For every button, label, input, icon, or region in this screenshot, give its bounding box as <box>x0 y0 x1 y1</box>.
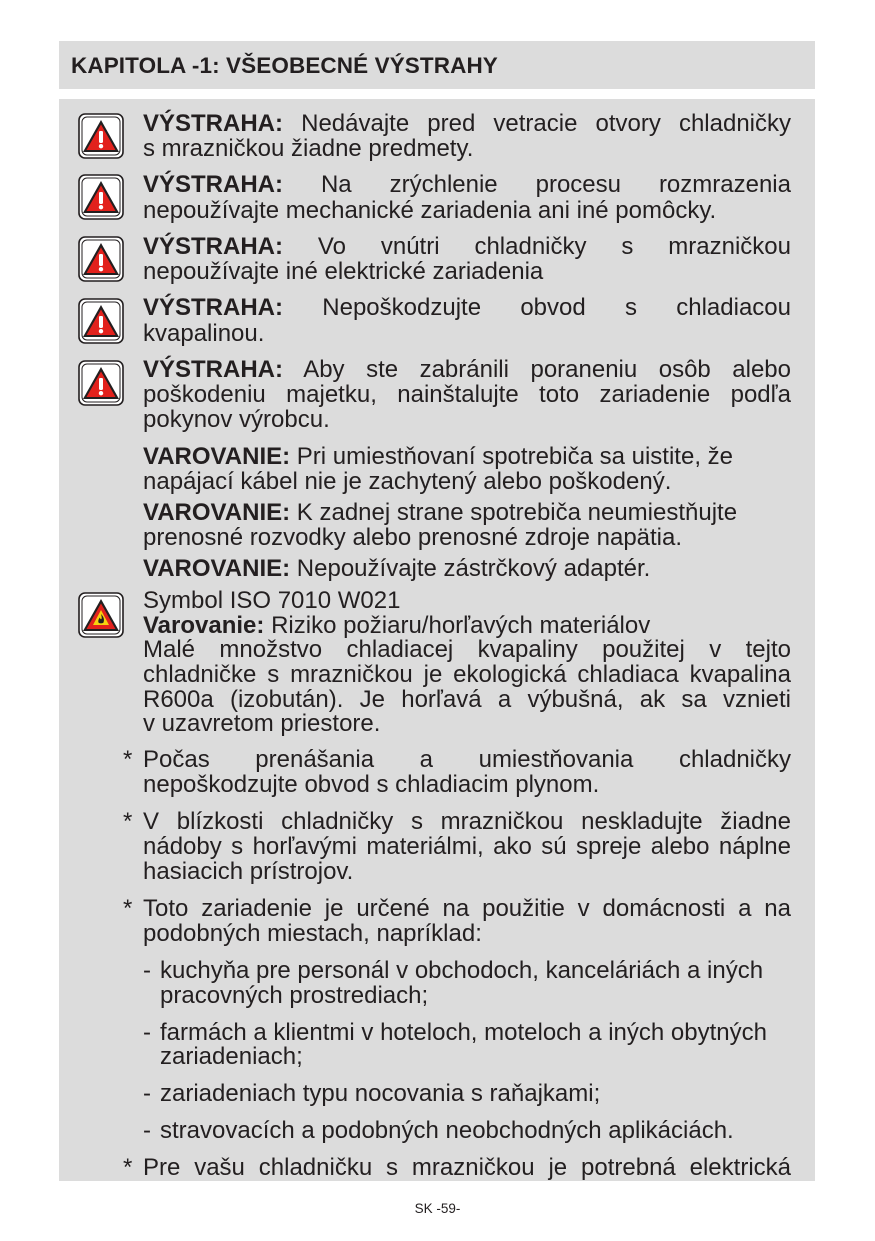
subitem-line: kuchyňa pre personál v obchodoch, kanceláriách a iných <box>160 957 764 984</box>
bullet-marker: * <box>123 1154 133 1181</box>
warning-line: s mrazničkou žiadne predmety. <box>143 135 474 162</box>
iso-text-line: chladničke s mrazničkou je ekologická chladiaca kvapalina <box>143 661 791 688</box>
warning-label: VÝSTRAHA: <box>143 356 284 383</box>
caution-line: prenosné rozvodky alebo prenosné zdroje napätia. <box>143 524 683 551</box>
warning-line: nepoužívajte iné elektrické zariadenia <box>143 258 544 285</box>
bullet-marker: * <box>123 895 133 922</box>
page-number: SK -59- <box>414 1201 461 1216</box>
iso-text-line: R600a (izobután). Je horľavá a výbušná, ak sa vznieti <box>143 686 791 713</box>
subitem-line: stravovacích a podobných neobchodných aplikáciách. <box>160 1117 734 1144</box>
warning-line: VÝSTRAHA: Nepoškodzujte obvod s chladiacou <box>143 294 791 321</box>
warning-label: VÝSTRAHA: <box>143 233 284 260</box>
caution-label: VAROVANIE: <box>143 555 291 582</box>
bullet-line: hasiacich prístrojov. <box>143 858 354 885</box>
warning-label: VÝSTRAHA: <box>143 171 284 198</box>
caution-line: VAROVANIE: Pri umiestňovaní spotrebiča sa uistite, že <box>143 443 734 470</box>
chapter-title: KAPITOLA -1: VŠEOBECNÉ VÝSTRAHY <box>71 53 498 78</box>
warning-line: kvapalinou. <box>143 320 265 347</box>
subitem-line: farmách a klientmi v hoteloch, moteloch a iných obytných <box>160 1019 767 1046</box>
bullet-line: Pre vašu chladničku s mrazničkou je potrebná elektrická <box>143 1154 791 1181</box>
bullet-line: podobných miestach, napríklad: <box>143 920 482 947</box>
general-warning-icon <box>78 113 124 159</box>
general-warning-icon <box>78 236 124 282</box>
flammable-warning-icon <box>78 592 124 638</box>
iso-text-line: Malé množstvo chladiacej kvapaliny použitej v tejto <box>143 636 791 663</box>
subitem-line: zariadeniach typu nocovania s raňajkami; <box>160 1080 601 1107</box>
general-warning-icon <box>78 174 124 220</box>
subitem-marker: - <box>143 1019 151 1046</box>
warning-line: VÝSTRAHA: Na zrýchlenie procesu rozmrazenia <box>143 171 791 198</box>
iso-label: Varovanie: <box>143 612 265 639</box>
subitem-marker: - <box>143 1080 151 1107</box>
caution-line: VAROVANIE: K zadnej strane spotrebiča neumiestňujte <box>143 499 738 526</box>
chapter-header <box>59 41 815 89</box>
caution-label: VAROVANIE: <box>143 499 291 526</box>
subitem-line: pracovných prostrediach; <box>160 982 429 1009</box>
iso-risk: Varovanie: Riziko požiaru/horľavých materiálov <box>143 612 651 639</box>
subitem-marker: - <box>143 1117 151 1144</box>
iso-text-line: v uzavretom priestore. <box>143 710 381 737</box>
warning-label: VÝSTRAHA: <box>143 294 284 321</box>
warning-line: VÝSTRAHA: Vo vnútri chladničky s mrazničkou <box>143 233 791 260</box>
warning-label: VÝSTRAHA: <box>143 110 284 137</box>
caution-label: VAROVANIE: <box>143 443 291 470</box>
caution-line: napájací kábel nie je zachytený alebo poškodený. <box>143 468 672 495</box>
warning-line: pokynov výrobcu. <box>143 406 330 433</box>
warning-line: VÝSTRAHA: Nedávajte pred vetracie otvory chladničky <box>143 110 791 137</box>
bullet-line: V blízkosti chladničky s mrazničkou neskladujte žiadne <box>143 808 791 835</box>
bullet-line: nepoškodzujte obvod s chladiacim plynom. <box>143 771 600 798</box>
caution-line: VAROVANIE: Nepoužívajte zástrčkový adaptér. <box>143 555 651 582</box>
bullet-line: Počas prenášania a umiestňovania chladničky <box>143 746 791 773</box>
iso-symbol: Symbol ISO 7010 W021 <box>143 587 401 614</box>
subitem-line: zariadeniach; <box>160 1043 303 1070</box>
bullet-line: nádoby s horľavými materiálmi, ako sú spreje alebo náplne <box>143 833 791 860</box>
general-warning-icon <box>78 298 124 344</box>
warning-line: nepoužívajte mechanické zariadenia ani iné pomôcky. <box>143 197 717 224</box>
bullet-marker: * <box>123 746 133 773</box>
bullet-marker: * <box>123 808 133 835</box>
subitem-marker: - <box>143 957 151 984</box>
warning-line: poškodeniu majetku, nainštalujte toto zariadenie podľa <box>143 381 791 408</box>
bullet-line: Toto zariadenie je určené na použitie v domácnosti a na <box>143 895 791 922</box>
warning-line: VÝSTRAHA: Aby ste zabránili poraneniu osôb alebo <box>143 356 791 383</box>
general-warning-icon <box>78 360 124 406</box>
